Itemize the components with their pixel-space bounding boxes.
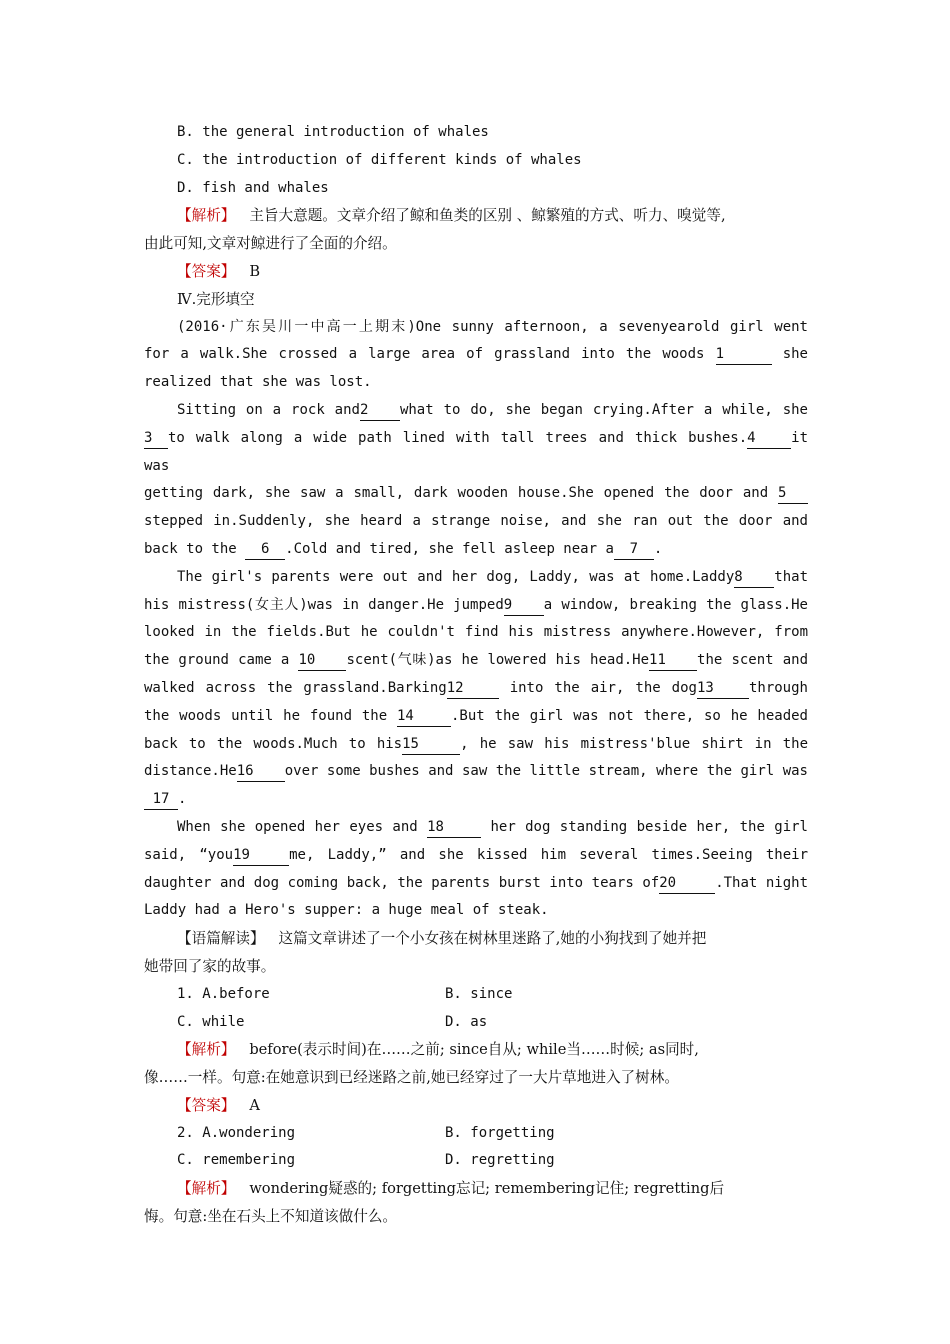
passage-text: me, Laddy,” and she kissed him several times.Seeing their — [289, 846, 808, 863]
passage-text: When she opened her eyes and — [177, 818, 418, 835]
passage-text: .But the girl was not there, so he headed — [451, 707, 808, 724]
passage-line — [144, 592, 808, 620]
blank-6: 6 — [245, 539, 285, 560]
q2-option-c: C. remembering — [177, 1152, 296, 1169]
passage-text: her dog standing beside her, the girl — [490, 818, 808, 835]
blank-7: 7 — [614, 539, 654, 560]
passage-line — [144, 314, 808, 342]
passage-text: One sunny afternoon, a sevenyearold girl went — [415, 318, 808, 335]
passage-line — [144, 786, 808, 814]
passage-line — [144, 480, 808, 508]
blank-15: 15 — [402, 734, 460, 755]
analysis-text: 主旨大意题。文章介绍了鲸和鱼类的区别 、鲸繁殖的方式、听力、嗅觉等, — [249, 207, 726, 225]
passage-text: scent(气味)as he lowered his head.He — [346, 652, 650, 669]
q2-option-a: 2. A.wondering — [177, 1124, 296, 1141]
passage-line: realized that she was lost. — [144, 374, 372, 391]
blank-13: 13 — [697, 678, 749, 699]
blank-4: 4 — [747, 428, 791, 449]
q1-option-a: 1. A.before — [177, 985, 270, 1002]
option-d: D. fish and whales — [177, 179, 329, 196]
blank-3: 3 — [144, 428, 168, 449]
section-title: Ⅳ.完形填空 — [177, 290, 255, 308]
passage-text: into the air, the dog — [509, 679, 697, 696]
blank-16: 16 — [237, 761, 285, 782]
answer-line — [144, 258, 808, 286]
q1-option-d: D. as — [445, 1013, 488, 1030]
document-body — [144, 119, 808, 1231]
passage-text: the scent and — [697, 652, 808, 669]
passage-text: back to the woods.Much to his — [144, 735, 403, 752]
passage-text: a window, breaking the glass.He — [543, 596, 808, 613]
passage-line — [144, 842, 808, 870]
source-note: (2016·广东吴川一中高一上期末) — [177, 318, 416, 335]
blank-9: 9 — [504, 595, 544, 616]
passage-line — [144, 397, 808, 425]
q1-option-b: B. since — [445, 985, 513, 1002]
passage-text: back to the — [144, 540, 237, 557]
analysis-continued: 由此可知,文章对鲸进行了全面的介绍。 — [144, 235, 397, 253]
passage-text: The girl's parents were out and her dog, Laddy, was at home.Laddy — [177, 568, 735, 585]
passage-text: daughter and dog coming back, the parents burst into tears of — [144, 874, 660, 891]
passage-text: .That night — [715, 874, 808, 891]
answer-tag: 【答案】 — [177, 262, 236, 280]
passage-text: , he saw his mistress'blue shirt in the — [460, 735, 808, 752]
passage-text: the ground came a — [144, 652, 290, 669]
reading-continued: 她带回了家的故事。 — [144, 957, 276, 975]
blank-11: 11 — [649, 650, 697, 671]
passage-text: for a walk.She crossed a large area of grassland into the woods — [144, 346, 705, 363]
q2-analysis-continued: 悔。句意:坐在石头上不知道该做什么。 — [144, 1208, 398, 1226]
q1-options-row1 — [144, 981, 808, 1009]
option-b: B. the general introduction of whales — [177, 124, 489, 140]
passage-line — [144, 675, 808, 703]
answer-value: B — [249, 262, 261, 280]
analysis-text: wondering疑惑的; forgetting忘记; remembering记住; regretting后 — [249, 1180, 725, 1198]
passage-line: Laddy had a Hero's supper: a huge meal of steak. — [144, 902, 549, 919]
passage-text: walked across the grassland.Barking — [144, 679, 447, 696]
passage-text: she — [782, 346, 808, 363]
passage-text: getting dark, she saw a small, dark wooden house.She opened the door and — [144, 485, 769, 502]
passage-text: that — [774, 568, 808, 585]
passage-line — [144, 647, 808, 675]
reading-tag: 【语篇解读】 — [177, 930, 265, 948]
passage-text: Sitting on a rock and — [177, 401, 360, 418]
passage-line — [144, 731, 808, 759]
q2-option-b: B. forgetting — [445, 1124, 555, 1141]
q1-answer-line — [144, 1092, 808, 1120]
option-c: C. the introduction of different kinds of whales — [177, 151, 582, 168]
blank-2: 2 — [360, 400, 400, 421]
passage-text: said, “you — [144, 846, 234, 863]
blank-18: 18 — [427, 817, 481, 838]
q1-options-row2 — [144, 1009, 808, 1037]
blank-8: 8 — [734, 567, 774, 588]
passage-line — [144, 536, 808, 564]
blank-19: 19 — [233, 845, 289, 866]
answer-tag: 【答案】 — [177, 1096, 236, 1114]
passage-text: to walk along a wide path lined with tall trees and thick bushes. — [168, 429, 748, 446]
q1-analysis-line — [144, 1036, 808, 1064]
passage-line — [144, 341, 808, 369]
blank-5: 5 — [778, 483, 808, 504]
passage-text: what to do, she began crying.After a while, she — [399, 401, 808, 418]
passage-text: it was — [144, 429, 808, 474]
q2-options-row2 — [144, 1147, 808, 1175]
q2-analysis-line — [144, 1175, 808, 1203]
passage-text: through — [748, 679, 808, 696]
passage-text: .Cold and tired, she fell asleep near a — [285, 540, 614, 557]
q1-analysis-continued: 像……一样。句意:在她意识到已经迷路之前,她已经穿过了一大片草地进入了树林。 — [144, 1069, 679, 1087]
q1-option-c: C. while — [177, 1013, 245, 1030]
passage-text: over some bushes and saw the little stream, where the girl was — [284, 763, 808, 780]
blank-17: 17 — [144, 789, 178, 810]
analysis-line — [144, 202, 808, 230]
passage-text: distance.He — [144, 763, 237, 780]
analysis-tag: 【解析】 — [177, 1180, 236, 1198]
passage-line — [144, 703, 808, 731]
passage-line: looked in the fields.But he couldn't find his mistress anywhere.However, from — [144, 624, 808, 641]
reading-line — [144, 925, 808, 953]
blank-1: 1 — [716, 344, 772, 365]
passage-line: stepped in.Suddenly, she heard a strange noise, and she ran out the door and — [144, 513, 808, 530]
blank-14: 14 — [397, 706, 451, 727]
q2-option-d: D. regretting — [445, 1152, 555, 1169]
passage-text: . — [653, 540, 663, 557]
blank-12: 12 — [447, 678, 499, 699]
blank-20: 20 — [659, 873, 715, 894]
q2-options-row1 — [144, 1120, 808, 1148]
passage-line — [144, 814, 808, 842]
blank-10: 10 — [298, 650, 346, 671]
analysis-tag: 【解析】 — [177, 1041, 236, 1059]
reading-text: 这篇文章讲述了一个小女孩在树林里迷路了,她的小狗找到了她并把 — [278, 930, 707, 948]
passage-text: . — [178, 791, 187, 808]
passage-line — [144, 564, 808, 592]
passage-line — [144, 425, 808, 481]
passage-text: the woods until he found the — [144, 707, 388, 724]
analysis-text: before(表示时间)在……之前; since自从; while当……时候; as同时, — [249, 1041, 699, 1059]
answer-value: A — [249, 1096, 260, 1114]
passage-line — [144, 758, 808, 786]
passage-text: his mistress(女主人)was in danger.He jumped — [144, 596, 504, 613]
analysis-tag: 【解析】 — [177, 207, 236, 225]
passage-line — [144, 870, 808, 898]
